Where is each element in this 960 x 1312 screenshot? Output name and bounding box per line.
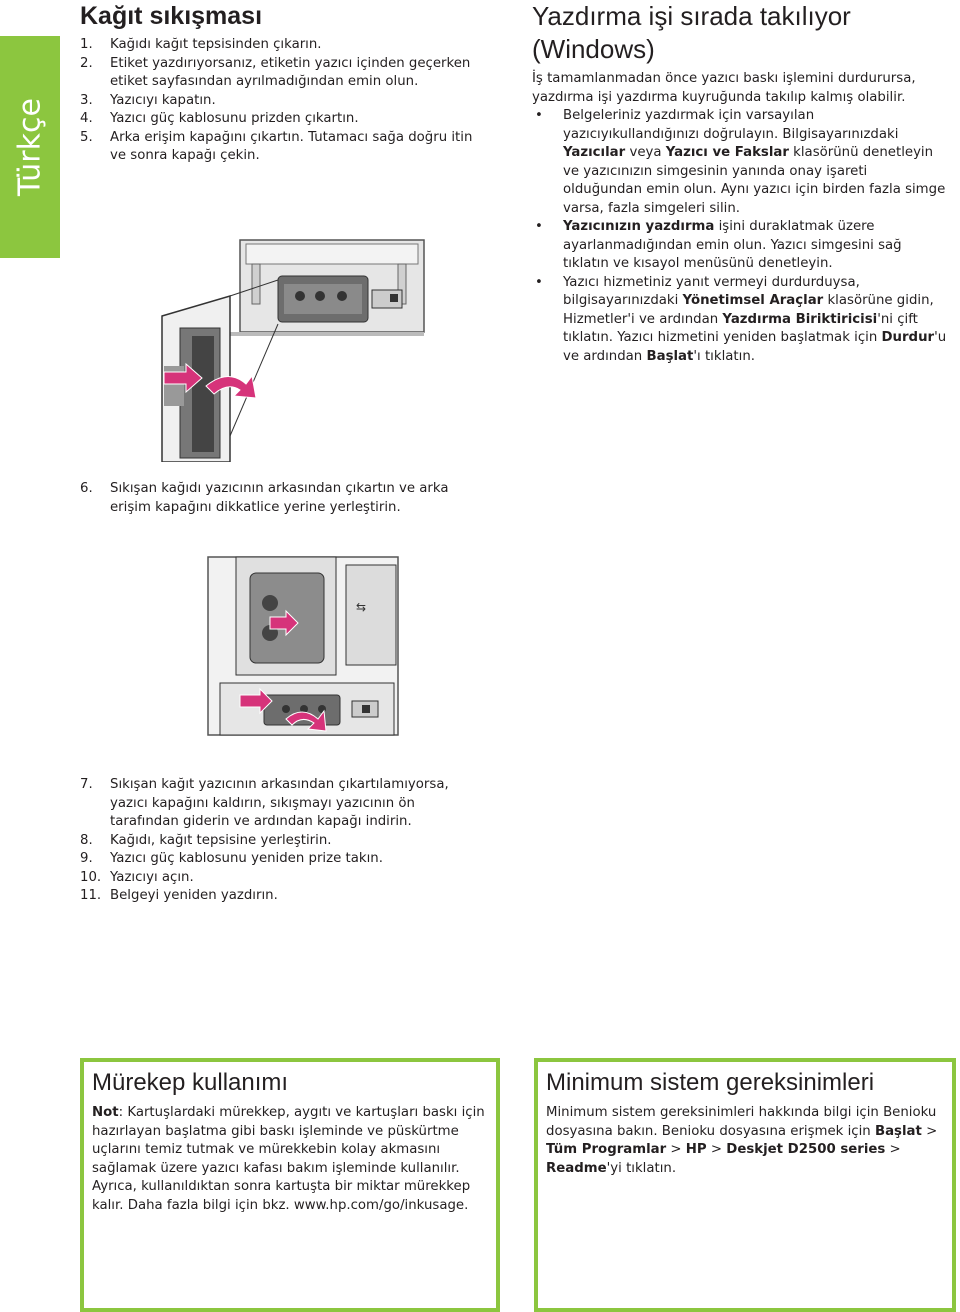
list-item: 11. Belgeyi yeniden yazdırın. xyxy=(80,888,278,903)
system-requirements-body: Minimum sistem gereksinimleri hakkında bilgi için Benioku dosyasına bakın. Benioku dosyasına erişmek için Başlat > Tüm Programlar > HP > Deskjet D2500 series > Readme'yi tıklatın. xyxy=(546,1105,938,1176)
svg-text:⇆: ⇆ xyxy=(356,600,367,614)
system-requirements-title: Minimum sistem gereksinimleri xyxy=(546,1069,875,1096)
list-item: 3. Yazıcıyı kapatın. xyxy=(80,92,216,108)
list-item: 1. Kağıdı kağıt tepsisinden çıkarın. xyxy=(80,37,322,52)
print-queue-title: Yazdırma işi sırada takılıyor (Windows) xyxy=(532,1,851,64)
list-item: 7. Sıkışan kağıt yazıcının arkasından çıkartılamıyorsa, yazıcı kapağını kaldırın, sıkışmayı yazıcının ön tarafından giderin ve ardından kapağı indirin. xyxy=(80,777,449,829)
list-item: 5. Arka erişim kapağını çıkartın. Tutamacı sağa doğru itin ve sonra kapağı çekin. xyxy=(80,129,473,163)
ink-usage-body: Not: Kartuşlardaki mürekkep, aygıtı ve kartuşları baskı için hazırlayan başlatma gibi baskı işleminde ve püskürtme uçlarını temiz tutmak ve mürekkebin kolay akmasını sağlamak üzere yazıcı kafası bakım işleminde kullanılır. Ayrıca, kullanıldıktan sonra kartuşta bir miktar mürekkep kalır. Daha fazla bilgi için bkz. www.hp.com/go/inkusage. xyxy=(92,1105,485,1213)
language-label: Türkçe xyxy=(12,98,48,196)
rear-door-illustration xyxy=(160,236,428,462)
list-item: 10. Yazıcıyı açın. xyxy=(80,869,194,885)
list-item: • Yazıcı hizmetiniz yanıt vermeyi durdurduysa, bilgisayarınızdaki Yönetimsel Araçlar klasörüne gidin, Hizmetler'i ve ardından Yazdırma Biriktiricisi'ni çift tıklatın. Yazıcı hizmetini yeniden başlatmak için Durdur'u ve ardından Başlat'ı tıklatın. xyxy=(532,274,950,367)
paper-jam-title: Kağıt sıkışması xyxy=(80,2,263,30)
list-item: • Yazıcınızın yazdırma işini duraklatmak üzere ayarlanmadığından emin olun. Yazıcı simgesini sağ tıklatın ve kısayol menüsünü denetleyin. xyxy=(532,218,950,274)
system-requirements-box xyxy=(534,1058,956,1312)
ink-usage-box xyxy=(80,1058,500,1312)
list-item: 4. Yazıcı güç kablosunu prizden çıkartın. xyxy=(80,111,359,126)
paper-jam-steps-a xyxy=(80,36,480,166)
paper-jam-steps-c xyxy=(80,776,480,906)
list-item: 9. Yazıcı güç kablosunu yeniden prize takın. xyxy=(80,851,383,866)
paper-jam-steps-b xyxy=(80,480,480,517)
ink-usage-title: Mürekep kullanımı xyxy=(92,1069,289,1096)
list-item: 6. Sıkışan kağıdı yazıcının arkasından çıkartın ve arka erişim kapağını dikkatlice yerine yerleştirin. xyxy=(80,481,449,515)
printer-rear-image xyxy=(160,236,428,462)
list-item: 8. Kağıdı, kağıt tepsisine yerleştirin. xyxy=(80,832,332,848)
language-tab xyxy=(0,36,60,258)
print-queue-intro: İş tamamlanmadan önce yazıcı baskı işlemini durdurursa, yazdırma işi yazdırma kuyruğunda takılıp kalmış olabilir. xyxy=(532,71,916,105)
note-label: Not xyxy=(92,1105,119,1120)
reinsert-door-illustration xyxy=(206,555,402,740)
list-item: • Belgeleriniz yazdırmak için varsayılan yazıcıyıkullandığınızı doğrulayın. Bilgisayarınızdaki Yazıcılar veya Yazıcı ve Fakslar klasörünü denetleyin ve yazıcınızın simgesinin yanında onay işareti olduğundan emin olun. Aynı yazıcı için birden fazla simge varsa, fazla simgeleri silin. xyxy=(532,107,950,218)
list-item: 2. Etiket yazdırıyorsanız, etiketin yazıcı içinden geçerken etiket sayfasından ayrılmadığından emin olun. xyxy=(80,55,471,89)
print-queue-bullets xyxy=(532,107,950,366)
printer-rear-image-2 xyxy=(206,555,402,740)
print-queue-section xyxy=(532,70,950,366)
